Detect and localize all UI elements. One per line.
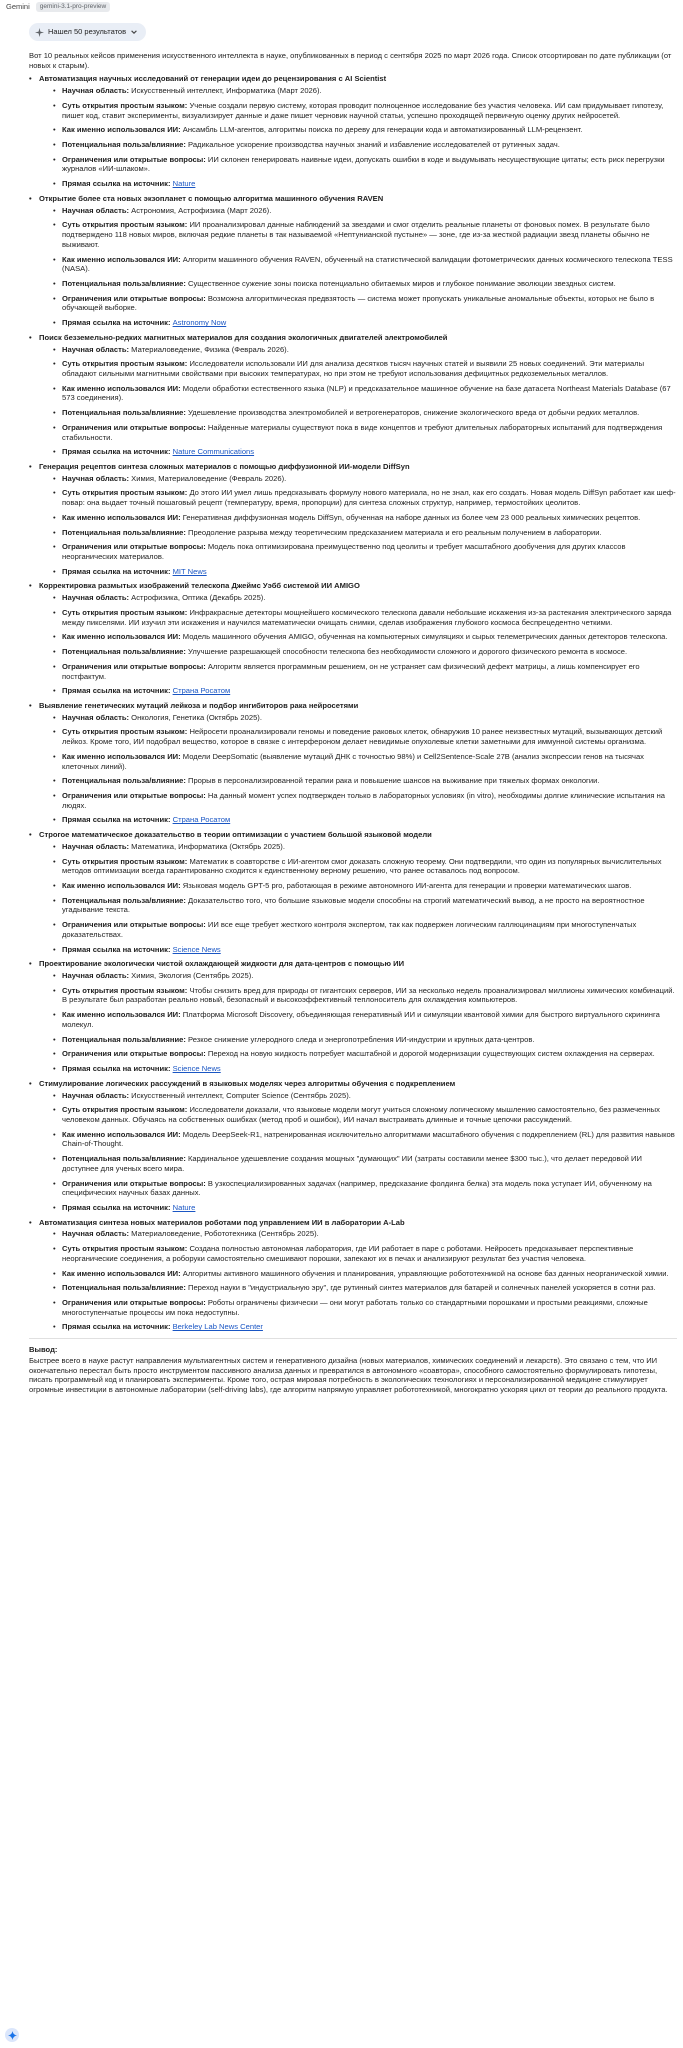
field-ai-use-value: Модели обработки естественного языка (NLP) и предсказательное машинное обучение на базе датасета Northeast Materials Database (67 573 соединения). bbox=[62, 383, 671, 403]
field-area-label: Научная область: bbox=[62, 473, 130, 483]
field-impact bbox=[53, 140, 677, 150]
response-content bbox=[29, 51, 677, 1395]
field-ai-use-value: Модель машинного обучения AMIGO, обученная на компьютерных симуляциях и сырых телеметрических данных детекторов телескопа. bbox=[182, 632, 668, 642]
field-impact bbox=[53, 1283, 677, 1293]
field-ai-use-label: Как именно использовался ИИ: bbox=[62, 383, 181, 393]
source-link[interactable]: Astronomy Now bbox=[172, 318, 227, 328]
field-ai-use-value: Алгоритм машинного обучения RAVEN, обученный на статистической валидации фотометрических данных космического телескопа TESS (NASA). bbox=[62, 254, 673, 274]
field-impact bbox=[53, 1035, 677, 1045]
field-essence bbox=[53, 488, 677, 507]
field-essence bbox=[53, 101, 677, 120]
field-essence-value: Инфракрасные детекторы мощнейшего космического телескопа давали небольшие искажения из-за растекания электрического заряда между пикселями. ИИ изучил эти искажения и научился математически очищать снимки, сделав изображения глубокого космоса беспрецедентно четкими. bbox=[62, 607, 672, 627]
field-link bbox=[53, 686, 677, 696]
field-area-label: Научная область: bbox=[62, 841, 130, 851]
field-limits-label: Ограничения или открытые вопросы: bbox=[62, 661, 206, 671]
field-essence-label: Суть открытия простым языком: bbox=[62, 1105, 188, 1115]
field-area bbox=[53, 1091, 677, 1101]
case-item bbox=[29, 333, 677, 457]
field-essence-value: Математик в соавторстве с ИИ-агентом смог доказать сложную теорему. Они подтвердили, что один из популярных вычислительных методов оптимизации всегда гарантированно сходится к единственному верному решению, что ранее оставалось под вопросом. bbox=[62, 856, 662, 876]
chevron-down-icon bbox=[130, 28, 138, 36]
field-limits bbox=[53, 423, 677, 442]
field-impact bbox=[53, 279, 677, 289]
field-area bbox=[53, 206, 677, 216]
field-essence-label: Суть открытия простым языком: bbox=[62, 359, 188, 369]
field-essence bbox=[53, 986, 677, 1005]
field-impact-label: Потенциальная польза/влияние: bbox=[62, 278, 186, 288]
field-essence-value: Чтобы снизить вред для природы от гигантских серверов, ИИ за несколько недель проанализировал миллионы химических комбинаций. В результате был разработан реально новый, безопасный и высокоэффективный теплоноситель для охлаждения компьютеров. bbox=[62, 985, 675, 1005]
field-impact bbox=[53, 776, 677, 786]
case-fields bbox=[39, 206, 677, 328]
field-limits-value: Найденные материалы существуют пока в виде концептов и требуют длительных лабораторных испытаний для подтверждения стабильности. bbox=[62, 422, 663, 442]
field-link-label: Прямая ссылка на источник: bbox=[62, 944, 171, 954]
field-limits-label: Ограничения или открытые вопросы: bbox=[62, 920, 206, 930]
field-area-label: Научная область: bbox=[62, 1229, 130, 1239]
field-essence bbox=[53, 220, 677, 249]
field-limits-value: Алгоритм является программным решением, он не устраняет сам физический дефект матрицы, а лишь компенсирует его постфактум. bbox=[62, 661, 640, 681]
case-title: • Строгое математическое доказательство в теории оптимизации с участием большой языковой модели bbox=[39, 830, 432, 840]
field-impact-label: Потенциальная польза/влияние: bbox=[62, 408, 186, 418]
field-area-value: Онкология, Генетика (Октябрь 2025). bbox=[131, 712, 262, 722]
case-item bbox=[29, 462, 677, 576]
conclusion bbox=[29, 1338, 677, 1395]
field-area bbox=[53, 971, 677, 981]
field-limits-label: Ограничения или открытые вопросы: bbox=[62, 542, 206, 552]
source-link[interactable]: Страна Росатом bbox=[172, 815, 231, 825]
case-fields bbox=[39, 345, 677, 457]
field-limits-value: ИИ все еще требует жесткого контроля экспертом, так как подвержен логическим галлюцинациям при многоступенчатых доказательствах. bbox=[62, 920, 637, 939]
field-essence-value: Нейросети проанализировали геномы и поведение раковых клеток, обнаружив 10 ранее неизвестных мутаций, вызывающих детский лейкоз. Кроме того, ИИ подобрал вещество, которое в связке с интерфероном делает невидимые опухолевые клетки заметными для иммунной системы организма. bbox=[62, 727, 663, 747]
field-area-label: Научная область: bbox=[62, 593, 130, 603]
field-impact-label: Потенциальная польза/влияние: bbox=[62, 140, 186, 150]
field-essence-label: Суть открытия простым языком: bbox=[62, 1244, 188, 1254]
field-limits-label: Ограничения или открытые вопросы: bbox=[62, 1049, 206, 1059]
case-title: • Проектирование экологически чистой охлаждающей жидкости для дата-центров с помощью ИИ bbox=[39, 959, 405, 969]
field-ai-use-value: Языковая модель GPT-5 pro, работающая в режиме автономного ИИ-агента для генерации и проверки математических шагов. bbox=[182, 881, 632, 890]
field-limits bbox=[53, 1179, 677, 1198]
field-ai-use-value: Модель DeepSeek-R1, натренированная исключительно алгоритмами масштабного обучения с подкреплением (RL) для развития навыков Chain-of-Thought. bbox=[62, 1129, 675, 1149]
field-ai-use-value: Платформа Microsoft Discovery, объединяющая генеративный ИИ и симуляции квантовой химии для быстрого виртуального скрининга молекул. bbox=[62, 1010, 660, 1029]
field-link bbox=[53, 1203, 677, 1213]
field-area-value: Астрофизика, Оптика (Декабрь 2025). bbox=[131, 593, 266, 603]
field-link bbox=[53, 1322, 677, 1332]
field-area-label: Научная область: bbox=[62, 712, 130, 722]
source-link[interactable]: Science News bbox=[172, 1064, 221, 1074]
field-impact-value: Переход науки в "индустриальную эру", где рутинный синтез материалов для батарей и солнечных панелей ускоряется в сотни раз. bbox=[188, 1283, 656, 1293]
field-area bbox=[53, 593, 677, 603]
field-area-label: Научная область: bbox=[62, 1090, 130, 1100]
case-fields bbox=[39, 713, 677, 825]
field-link-label: Прямая ссылка на источник: bbox=[62, 566, 171, 576]
field-essence bbox=[53, 857, 677, 876]
field-link bbox=[53, 1064, 677, 1074]
field-link-label: Прямая ссылка на источник: bbox=[62, 179, 171, 189]
case-item bbox=[29, 194, 677, 328]
field-essence-value: До этого ИИ умел лишь предсказывать формулу нового материала, но не знал, как его создать. Новая модель DiffSyn работает как шеф-повар: она выдает точный пошаговый рецепт (температуру, время, пропорции) для синтеза сложных структур, например, термостойких цеолитов. bbox=[62, 488, 676, 508]
field-impact-value: Удешевление производства электромобилей и ветрогенераторов, снижение экологического вреда от добычи редких металлов. bbox=[188, 408, 640, 418]
field-limits-label: Ограничения или открытые вопросы: bbox=[62, 1298, 206, 1307]
field-impact-value: Существенное сужение зоны поиска потенциально обитаемых миров и глубокое понимание эволюции звездных систем. bbox=[188, 278, 616, 288]
intro-text: Вот 10 реальных кейсов применения искусственного интеллекта в науке, опубликованных в период с сентября 2025 по март 2026 года. Список отсортирован по дате публикации (от новых к старым). bbox=[29, 51, 672, 70]
field-ai-use-label: Как именно использовался ИИ: bbox=[62, 254, 181, 264]
case-title: • Автоматизация научных исследований от генерации идеи до рецензирования с AI Scientist bbox=[39, 74, 387, 84]
field-area-value: Химия, Материаловедение (Февраль 2026). bbox=[131, 473, 287, 483]
field-ai-use-value: Алгоритмы активного машинного обучения и планирования, управляющие робототехникой на основе баз данных неорганической химии. bbox=[182, 1268, 669, 1278]
top-bar bbox=[0, 0, 683, 14]
field-area-value: Материаловедение, Физика (Февраль 2026). bbox=[131, 344, 289, 354]
field-limits bbox=[53, 920, 677, 939]
field-impact-label: Потенциальная польза/влияние: bbox=[62, 1034, 186, 1044]
field-essence bbox=[53, 1105, 677, 1124]
field-limits-label: Ограничения или открытые вопросы: bbox=[62, 422, 206, 432]
field-impact-value: Преодоление разрыва между теоретическим предсказанием материала и его реальным получением в лаборатории. bbox=[188, 527, 602, 537]
field-area-value: Астрономия, Астрофизика (Март 2026). bbox=[131, 205, 272, 215]
field-area-label: Научная область: bbox=[62, 344, 130, 354]
case-title: • Стимулирование логических рассуждений в языковых моделях через алгоритмы обучения с подкреплением bbox=[39, 1078, 456, 1088]
field-limits-label: Ограничения или открытые вопросы: bbox=[62, 790, 206, 800]
field-ai-use bbox=[53, 1269, 677, 1279]
field-limits-label: Ограничения или открытые вопросы: bbox=[62, 1178, 206, 1188]
field-essence-label: Суть открытия простым языком: bbox=[62, 220, 188, 230]
source-link[interactable]: Berkeley Lab News Center bbox=[172, 1322, 263, 1332]
field-impact bbox=[53, 408, 677, 418]
source-link[interactable]: Nature bbox=[172, 1202, 196, 1212]
field-limits-value: В узкоспециализированных задачах (например, предсказание фолдинга белка) эта модель пока уступает ИИ, обученному на специфических научных базах данных. bbox=[62, 1178, 652, 1198]
case-item bbox=[29, 581, 677, 695]
field-link bbox=[53, 318, 677, 328]
field-impact-value: Прорыв в персонализированной терапии рака и повышение шансов на выживание при тяжелых формах онкологии. bbox=[188, 776, 600, 786]
field-limits-label: Ограничения или открытые вопросы: bbox=[62, 293, 206, 303]
source-link[interactable]: Nature bbox=[172, 179, 196, 189]
field-impact-label: Потенциальная польза/влияние: bbox=[62, 1154, 186, 1164]
field-ai-use-value: Ансамбль LLM-агентов, алгоритмы поиска по дереву для генерации кода и автоматизированный LLM-рецензент. bbox=[182, 125, 583, 135]
field-area-value: Искусственный интеллект, Информатика (Март 2026). bbox=[131, 86, 322, 96]
model-badge[interactable]: gemini-3.1-pro-preview bbox=[36, 2, 110, 12]
search-results-label: Нашел 50 результатов bbox=[48, 27, 127, 37]
field-ai-use bbox=[53, 125, 677, 135]
field-area-value: Математика, Информатика (Октябрь 2025). bbox=[131, 841, 285, 851]
field-ai-use-label: Как именно использовался ИИ: bbox=[62, 632, 181, 642]
case-item bbox=[29, 74, 677, 188]
field-ai-use-value: Модели DeepSomatic (выявление мутаций ДНК с точностью 98%) и Cell2Sentence-Scale 27B (анализ экспрессии генов на тысячах клеточных линий). bbox=[62, 751, 644, 771]
field-link-label: Прямая ссылка на источник: bbox=[62, 1064, 171, 1074]
field-essence bbox=[53, 727, 677, 746]
case-item bbox=[29, 830, 677, 954]
field-ai-use bbox=[53, 752, 677, 771]
field-limits-value: Переход на новую жидкость потребует масштабной и дорогой модернизации существующих систем охлаждения на серверах. bbox=[207, 1049, 655, 1059]
field-area-value: Материаловедение, Робототехника (Сентябрь 2025). bbox=[131, 1229, 319, 1239]
field-limits bbox=[53, 791, 677, 810]
field-link-label: Прямая ссылка на источник: bbox=[62, 1202, 171, 1212]
field-link bbox=[53, 815, 677, 825]
case-fields bbox=[39, 971, 677, 1074]
case-list bbox=[29, 74, 677, 1332]
field-ai-use-value: Генеративная диффузионная модель DiffSyn, обученная на наборе данных из более чем 23 000 реальных химических рецептов. bbox=[182, 512, 641, 522]
field-limits bbox=[53, 155, 677, 174]
case-title: • Корректировка размытых изображений телескопа Джеймс Уэбб системой ИИ AMIGO bbox=[39, 581, 360, 591]
field-area bbox=[53, 842, 677, 852]
field-impact-value: Радикальное ускорение производства научных знаний и избавление исследователей от рутинных задач. bbox=[188, 140, 560, 150]
field-essence-value: ИИ проанализировал данные наблюдений за звездами и смог отделить реальные планеты от фоновых помех. В результате было подтверждено 118 новых миров, включая редкие планеты в так называемой «Нептунианской пустыне» — зоне, где из-за жесткой радиации звезд планеты обычно не выживают. bbox=[62, 220, 650, 249]
case-title: • Генерация рецептов синтеза сложных материалов с помощью диффузионной ИИ-модели DiffSyn bbox=[39, 462, 410, 471]
field-link-label: Прямая ссылка на источник: bbox=[62, 1322, 171, 1332]
field-ai-use-label: Как именно использовался ИИ: bbox=[62, 1268, 181, 1278]
field-ai-use-label: Как именно использовался ИИ: bbox=[62, 125, 181, 135]
field-limits-value: Модель пока оптимизирована преимущественно под цеолиты и требует масштабного дообучения для других классов неорганических материалов. bbox=[62, 542, 626, 562]
case-fields bbox=[39, 86, 677, 189]
case-fields bbox=[39, 593, 677, 696]
field-ai-use-label: Как именно использовался ИИ: bbox=[62, 512, 181, 522]
sparkle-icon bbox=[35, 28, 44, 37]
field-impact-label: Потенциальная польза/влияние: bbox=[62, 895, 186, 905]
field-ai-use bbox=[53, 1010, 677, 1029]
field-essence-label: Суть открытия простым языком: bbox=[62, 727, 188, 737]
field-impact-label: Потенциальная польза/влияние: bbox=[62, 1283, 186, 1293]
conclusion-heading: Вывод: bbox=[29, 1345, 58, 1355]
field-impact-label: Потенциальная польза/влияние: bbox=[62, 647, 186, 657]
case-item bbox=[29, 701, 677, 825]
field-area bbox=[53, 474, 677, 484]
field-area-value: Искусственный интеллект, Computer Science (Сентябрь 2025). bbox=[131, 1090, 351, 1100]
source-link[interactable]: Nature Communications bbox=[172, 447, 255, 457]
field-link bbox=[53, 447, 677, 457]
field-essence-value: Исследователи доказали, что языковые модели могут учиться сложному логическому мышлению самостоятельно, без размеченных человеком данных. Обучаясь на собственных ошибках (метод проб и ошибок), ИИ начал выстраивать длинные и точные цепочки рассуждений. bbox=[62, 1105, 660, 1124]
case-fields bbox=[39, 1229, 677, 1332]
field-ai-use bbox=[53, 513, 677, 523]
search-results-chip[interactable] bbox=[29, 23, 146, 41]
field-ai-use bbox=[53, 255, 677, 274]
case-fields bbox=[39, 474, 677, 577]
field-ai-use-label: Как именно использовался ИИ: bbox=[62, 1129, 181, 1139]
field-limits-value: Роботы ограничены физически — они могут работать только со стандартными порошками и простыми реакциями, сложные многоступенчатые процессы им пока недоступны. bbox=[62, 1298, 648, 1317]
field-limits-value: На данный момент успех подтвержден только в лабораторных условиях (in vitro), необходимы долгие клинические испытания на людях. bbox=[62, 790, 666, 810]
field-area bbox=[53, 713, 677, 723]
field-essence-value: Создана полностью автономная лаборатория, где ИИ работает в паре с роботами. Нейросеть предсказывает перспективные неорганические соединения, а роборуки самостоятельно смешивают порошки, запекают их в печах и анализируют результат без участия человека. bbox=[62, 1244, 634, 1263]
field-essence-label: Суть открытия простым языком: bbox=[62, 856, 188, 866]
field-area-label: Научная область: bbox=[62, 971, 130, 981]
field-area bbox=[53, 345, 677, 355]
gemini-spark-button[interactable] bbox=[5, 2028, 19, 2042]
field-area-value: Химия, Экология (Сентябрь 2025). bbox=[131, 971, 254, 981]
field-impact bbox=[53, 528, 677, 538]
source-link[interactable]: MIT News bbox=[172, 566, 207, 576]
field-impact-label: Потенциальная польза/влияние: bbox=[62, 527, 186, 537]
field-ai-use bbox=[53, 881, 677, 891]
field-essence-label: Суть открытия простым языком: bbox=[62, 985, 188, 995]
app-name: Gemini bbox=[6, 2, 30, 12]
field-essence-label: Суть открытия простым языком: bbox=[62, 488, 188, 498]
source-link[interactable]: Страна Росатом bbox=[172, 686, 231, 696]
field-link-label: Прямая ссылка на источник: bbox=[62, 686, 171, 696]
field-ai-use-label: Как именно использовался ИИ: bbox=[62, 751, 181, 761]
conclusion-text: Быстрее всего в науке растут направления мультиагентных систем и генеративного дизайна (новых материалов, химических соединений и лекарств). Это связано с тем, что ИИ окончательно перестал быть просто инструментом пассивного анализа данных и превратился в автономного «соавтора», способного самостоятельно формулировать гипотезы, писать программный код и планировать эксперименты. Кроме того, острая мировая потребность в экологических технологиях и персонализированной медицине стимулирует огромные инвестиции в автономные лаборатории (self-driving labs), где алгоритм напрямую управляет робототехникой, многократно ускоряя цикл от теории до реального продукта. bbox=[29, 1355, 668, 1395]
field-limits bbox=[53, 294, 677, 313]
field-area-label: Научная область: bbox=[62, 86, 130, 96]
field-essence bbox=[53, 608, 677, 627]
field-impact-value: Резкое снижение углеродного следа и энергопотребления ИИ-индустрии и крупных дата-центров. bbox=[188, 1034, 535, 1044]
case-fields bbox=[39, 842, 677, 954]
field-impact-value: Кардинальное удешевление создания мощных "думающих" ИИ (затраты составили менее $300 тыс.), что делает передовой ИИ доступнее для ученых всего мира. bbox=[62, 1154, 642, 1173]
field-limits-value: Возможна алгоритмическая предвзятость — система может пропускать уникальные аномальные объекты, которых не было в обучающей выборке. bbox=[62, 293, 655, 313]
field-link-label: Прямая ссылка на источник: bbox=[62, 318, 171, 328]
field-area-label: Научная область: bbox=[62, 205, 130, 215]
field-limits-value: ИИ склонен генерировать наивные идеи, допускать ошибки в коде и выдумывать несуществующие цитаты; есть риск перегрузки журналов «ИИ-шлаком». bbox=[62, 154, 665, 174]
field-ai-use bbox=[53, 1130, 677, 1149]
field-essence-label: Суть открытия простым языком: bbox=[62, 607, 188, 617]
field-limits bbox=[53, 662, 677, 681]
field-area bbox=[53, 86, 677, 96]
field-link-label: Прямая ссылка на источник: bbox=[62, 447, 171, 457]
case-item bbox=[29, 959, 677, 1073]
field-essence-value: Ученые создали первую систему, которая проводит полноценное исследование без участия человека. ИИ сам придумывает гипотезу, пишет код, ставит эксперименты, визуализирует данные и даже пишет черновик научной статьи, успешно проходящей первичную оценку других нейросетей. bbox=[62, 100, 664, 120]
field-area bbox=[53, 1229, 677, 1239]
field-impact bbox=[53, 1154, 677, 1173]
field-ai-use-label: Как именно использовался ИИ: bbox=[62, 1010, 181, 1020]
field-link-label: Прямая ссылка на источник: bbox=[62, 815, 171, 825]
field-essence-value: Исследователи использовали ИИ для анализа десятков тысяч научных статей и выявили 25 новых соединений. Эти материалы обладают сильными магнитными свойствами при высоких температурах, но при этом не требуют использования дефицитных редкоземельных металлов. bbox=[62, 359, 645, 378]
field-ai-use bbox=[53, 632, 677, 642]
field-ai-use-label: Как именно использовался ИИ: bbox=[62, 881, 181, 890]
field-limits-label: Ограничения или открытые вопросы: bbox=[62, 154, 206, 164]
field-impact-label: Потенциальная польза/влияние: bbox=[62, 776, 186, 786]
field-link bbox=[53, 179, 677, 189]
field-essence bbox=[53, 359, 677, 378]
case-item bbox=[29, 1218, 677, 1332]
case-title: • Выявление генетических мутаций лейкоза и подбор ингибиторов рака нейросетями bbox=[39, 700, 359, 710]
case-title: • Поиск безземельно-редких магнитных материалов для создания экологичных двигателей электромобилей bbox=[39, 332, 448, 342]
field-essence-label: Суть открытия простым языком: bbox=[62, 100, 188, 110]
field-ai-use bbox=[53, 384, 677, 403]
case-item bbox=[29, 1079, 677, 1213]
case-title: • Автоматизация синтеза новых материалов роботами под управлением ИИ в лаборатории A-Lab bbox=[39, 1217, 405, 1227]
field-link bbox=[53, 567, 677, 577]
case-title: • Открытие более ста новых экзопланет с помощью алгоритма машинного обучения RAVEN bbox=[39, 193, 384, 203]
field-link bbox=[53, 945, 677, 955]
field-impact bbox=[53, 896, 677, 915]
field-limits bbox=[53, 1298, 677, 1317]
field-impact-value: Доказательство того, что большие языковые модели способны на строгий математический вывод, а не просто на вероятностное угадывание текста. bbox=[62, 895, 645, 915]
field-essence bbox=[53, 1244, 677, 1263]
field-limits bbox=[53, 542, 677, 561]
gemini-spark-icon bbox=[8, 2031, 17, 2040]
case-fields bbox=[39, 1091, 677, 1213]
field-limits bbox=[53, 1049, 677, 1059]
field-impact bbox=[53, 647, 677, 657]
source-link[interactable]: Science News bbox=[172, 944, 221, 954]
field-impact-value: Улучшение разрешающей способности телескопа без необходимости сложного и дорогого физического ремонта в космосе. bbox=[188, 647, 628, 657]
